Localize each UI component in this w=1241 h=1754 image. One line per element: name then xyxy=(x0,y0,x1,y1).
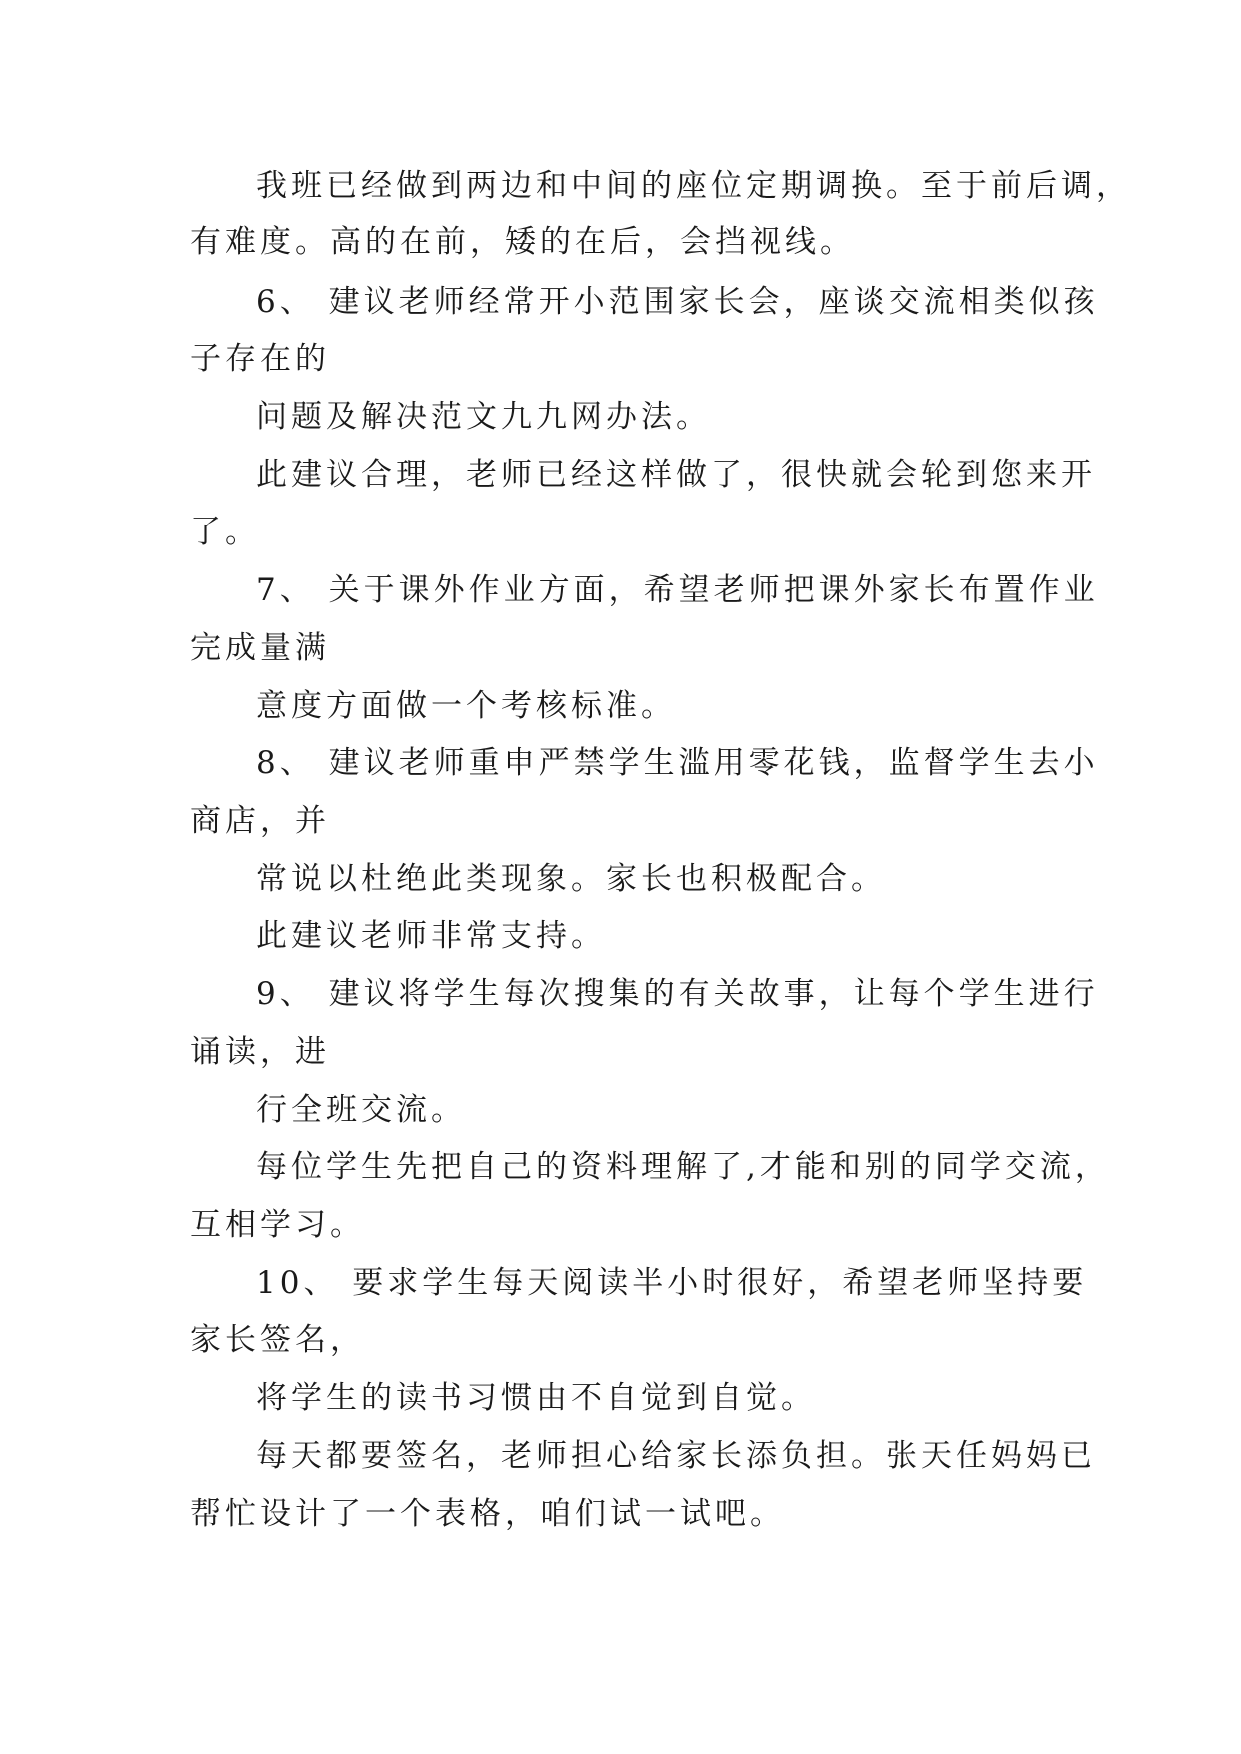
text-line: 完成量满 xyxy=(190,630,330,666)
text-line: 每位学生先把自己的资料理解了,才能和别的同学交流， xyxy=(256,1149,1110,1185)
text-line: 子存在的 xyxy=(190,341,330,377)
text-line: 7、 关于课外作业方面，希望老师把课外家长布置作业 xyxy=(256,572,1099,608)
text-line: 行全班交流。 xyxy=(256,1092,466,1128)
text-line: 常说以杜绝此类现象。家长也积极配合。 xyxy=(256,861,886,897)
text-line: 了。 xyxy=(190,514,260,550)
text-line: 6、 建议老师经常开小范围家长会，座谈交流相类似孩 xyxy=(256,284,1099,320)
text-line: 商店，并 xyxy=(190,803,330,839)
text-line: 家长签名， xyxy=(190,1322,365,1358)
text-line: 意度方面做一个考核标准。 xyxy=(256,688,676,724)
text-line: 有难度。高的在前，矮的在后，会挡视线。 xyxy=(190,224,855,260)
text-line: 9、 建议将学生每次搜集的有关故事，让每个学生进行 xyxy=(256,976,1099,1012)
text-line: 8、 建议老师重申严禁学生滥用零花钱，监督学生去小 xyxy=(256,745,1099,781)
text-line: 此建议合理，老师已经这样做了，很快就会轮到您来开 xyxy=(256,457,1096,493)
text-line: 每天都要签名，老师担心给家长添负担。张天任妈妈已 xyxy=(256,1438,1096,1474)
text-line: 问题及解决范文九九网办法。 xyxy=(256,399,711,435)
text-line: 我班已经做到两边和中间的座位定期调换。至于前后调， xyxy=(256,168,1131,204)
text-line: 将学生的读书习惯由不自觉到自觉。 xyxy=(256,1380,816,1416)
text-line: 10、 要求学生每天阅读半小时很好，希望老师坚持要 xyxy=(256,1265,1088,1301)
text-line: 诵读，进 xyxy=(190,1034,330,1070)
text-line: 帮忙设计了一个表格，咱们试一试吧。 xyxy=(190,1496,785,1532)
text-line: 互相学习。 xyxy=(190,1207,365,1243)
text-line: 此建议老师非常支持。 xyxy=(256,918,606,954)
